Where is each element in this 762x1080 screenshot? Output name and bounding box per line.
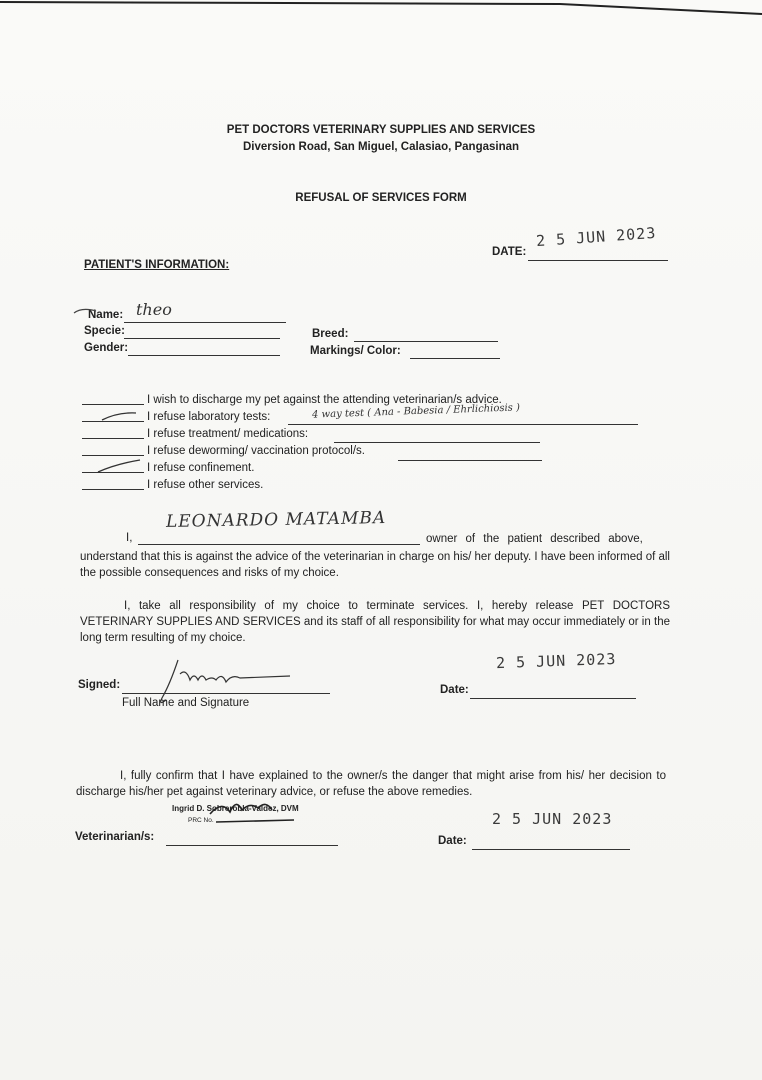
owner-date-handwritten: 2 5 JUN 2023 xyxy=(495,649,617,673)
check-label-1: I wish to discharge my pet against the attending veterinarian/s advice. xyxy=(147,394,502,406)
specie-label: Specie: xyxy=(84,325,125,337)
vet-date-label: Date: xyxy=(438,835,467,847)
lab-tests-line[interactable] xyxy=(288,424,638,425)
check-line-4[interactable] xyxy=(82,455,144,456)
vet-date-line[interactable] xyxy=(472,849,630,850)
treatment-line[interactable] xyxy=(334,442,540,443)
specie-line[interactable] xyxy=(124,338,280,339)
breed-label: Breed: xyxy=(312,328,349,340)
statement-part2: understand that this is against the advice of the veterinarian in charge on his/ her deputy. I have been informed of all the possible consequences and risks of my choice. xyxy=(80,551,670,579)
check-line-6[interactable] xyxy=(82,489,144,490)
check-mark-2 xyxy=(100,410,140,422)
vet-stamp-prc: PRC No. xyxy=(188,817,214,824)
owner-name-line[interactable] xyxy=(138,544,420,545)
company-name: PET DOCTORS VETERINARY SUPPLIES AND SERVICES xyxy=(226,124,536,136)
check-label-6: I refuse other services. xyxy=(147,479,264,491)
confirm-paragraph: I, fully confirm that I have explained to the owner/s the danger that might arise from his/ her decision to discharge his/her pet against veterinary advice, or refuse the above remedies. xyxy=(76,770,666,798)
release-paragraph: I, take all responsibility of my choice to terminate services. I, hereby release PET DOCTORS VETERINARY SUPPLIES AND SERVICES and its staff of all responsibility for what may occur immediately or in the long term resulting of my choice. xyxy=(80,600,670,644)
markings-label: Markings/ Color: xyxy=(310,345,401,357)
date-line[interactable] xyxy=(528,260,668,261)
signature-caption: Full Name and Signature xyxy=(122,697,250,709)
statement-part1: owner of the patient described above, xyxy=(426,533,643,545)
signed-label: Signed: xyxy=(78,679,121,691)
name-line[interactable] xyxy=(124,322,286,323)
vet-date-handwritten: 2 5 JUN 2023 xyxy=(492,810,613,828)
owner-date-label: Date: xyxy=(440,684,469,696)
check-label-5: I refuse confinement. xyxy=(147,462,255,474)
date-handwritten: 2 5 JUN 2023 xyxy=(535,223,657,251)
vet-signature-line[interactable] xyxy=(166,845,338,846)
check-label-4: I refuse deworming/ vaccination protocol/s. xyxy=(147,445,365,457)
form-title: REFUSAL OF SERVICES FORM xyxy=(295,192,467,204)
date-label: DATE: xyxy=(492,246,527,258)
vet-stamp-name: Ingrid D. Sobrerobla-Valdez, DVM xyxy=(172,804,299,813)
check-label-2: I refuse laboratory tests: xyxy=(147,411,271,423)
check-line-3[interactable] xyxy=(82,438,144,439)
deworming-line[interactable] xyxy=(398,460,542,461)
name-label: Name: xyxy=(88,309,124,321)
gender-label: Gender: xyxy=(84,342,129,354)
check-label-3: I refuse treatment/ medications: xyxy=(147,428,309,440)
lab-tests-note: 4 way test ( Ana - Babesia / Ehrlichiosis ) xyxy=(311,402,521,421)
scan-edge-shadow xyxy=(0,0,762,10)
vet-signature xyxy=(206,794,306,826)
owner-date-line[interactable] xyxy=(470,698,636,699)
name-stroke-mark xyxy=(72,305,102,315)
markings-line[interactable] xyxy=(410,358,500,359)
name-handwritten: theo xyxy=(136,300,172,319)
gender-line[interactable] xyxy=(128,355,280,356)
vet-label: Veterinarian/s: xyxy=(75,831,155,843)
check-line-1[interactable] xyxy=(82,404,144,405)
statement-prefix: I, xyxy=(126,532,133,544)
patient-section-title: PATIENT'S INFORMATION: xyxy=(84,259,230,271)
company-address: Diversion Road, San Miguel, Calasiao, Pangasinan xyxy=(242,141,520,153)
owner-name-handwritten: LEONARDO MATAMBA xyxy=(165,508,387,532)
check-mark-5 xyxy=(96,458,144,474)
breed-line[interactable] xyxy=(354,341,498,342)
